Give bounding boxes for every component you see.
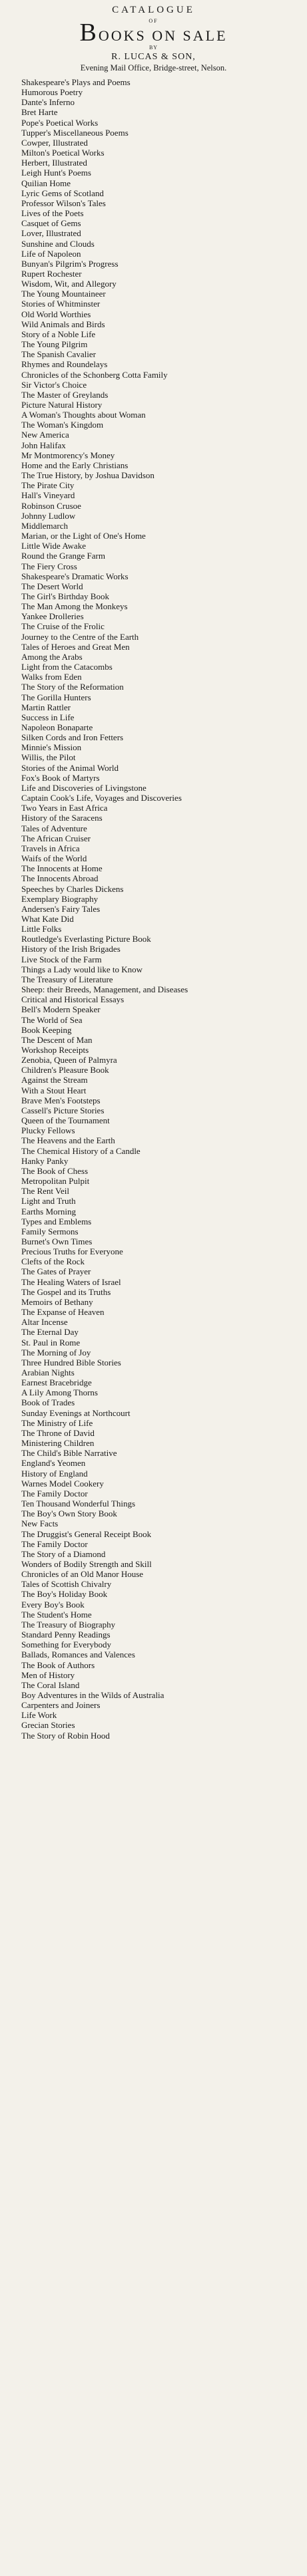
book-title: Things a Lady would like to Know <box>21 964 143 974</box>
book-title: Travels in Africa <box>21 843 80 853</box>
book-title: The Man Among the Monkeys <box>21 601 128 612</box>
book-title: Burnet's Own Times <box>21 1236 93 1246</box>
book-title: A Woman's Thoughts about Woman <box>21 410 146 420</box>
book-title: Ballads, Romances and Valences <box>21 1649 135 1660</box>
book-title: Family Sermons <box>21 1226 79 1236</box>
book-title: Critical and Historical Essays <box>21 994 125 1005</box>
book-title: The Druggist's General Receipt Book <box>21 1528 152 1539</box>
book-title: Warnes Model Cookery <box>21 1478 104 1489</box>
book-title: The Master of Greylands <box>21 389 109 400</box>
book-title: The Rent Veil <box>21 1186 69 1197</box>
book-title: Book of Trades <box>21 1397 75 1408</box>
book-title: Exemplary Biography <box>21 893 99 904</box>
book-title: The Gates of Prayer <box>21 1266 91 1277</box>
book-title: Old World Worthies <box>21 309 91 319</box>
book-title: Clefts of the Rock <box>21 1256 85 1267</box>
book-title: Against the Stream <box>21 1075 88 1085</box>
book-title: Metropolitan Pulpit <box>21 1176 90 1187</box>
book-title: The Student's Home <box>21 1609 92 1620</box>
book-title: Lyric Gems of Scotland <box>21 188 104 198</box>
book-title: Fox's Book of Martyrs <box>21 772 100 783</box>
book-title: The Cruise of the Frolic <box>21 621 105 632</box>
book-title: The Woman's Kingdom <box>21 420 104 430</box>
book-title: The Young Mountaineer <box>21 289 106 299</box>
book-title: Silken Cords and Iron Fetters <box>21 732 124 743</box>
book-title: Mr Montmorency's Money <box>21 450 115 460</box>
book-title: The Innocents Abroad <box>21 873 99 884</box>
book-title: The Expanse of Heaven <box>21 1307 105 1318</box>
book-title: Middlemarch <box>21 520 69 531</box>
book-title: The Family Doctor <box>21 1538 88 1549</box>
book-title: The Heavens and the Earth <box>21 1135 115 1146</box>
book-title: History of the Saracens <box>21 813 103 823</box>
book-title: The Gospel and its Truths <box>21 1286 111 1297</box>
book-title: Memoirs of Bethany <box>21 1296 93 1307</box>
books-on-sale-rest: OOKS ON SALE <box>98 27 228 44</box>
book-title: Hall's Vineyard <box>21 490 75 501</box>
book-title: Humorous Poetry <box>21 87 83 98</box>
book-title: The Healing Waters of Israel <box>21 1276 121 1287</box>
book-title: History of England <box>21 1468 88 1479</box>
book-title: The Boy's Own Story Book <box>21 1508 117 1519</box>
book-title: Altar Incense <box>21 1317 68 1328</box>
book-title: Stories of the Animal World <box>21 762 119 773</box>
book-title: John Halifax <box>21 440 66 450</box>
book-title: Willis, the Pilot <box>21 752 76 763</box>
book-title: Andersen's Fairy Tales <box>21 903 101 914</box>
book-list <box>5 77 302 1741</box>
book-title: Cowper, Illustrated <box>21 137 88 148</box>
book-title: New Facts <box>21 1518 59 1529</box>
book-title: England's Yeomen <box>21 1458 86 1469</box>
book-title: The Chemical History of a Candle <box>21 1145 141 1156</box>
book-title: Every Boy's Book <box>21 1599 85 1610</box>
book-title: Professor Wilson's Tales <box>21 198 106 208</box>
book-title: Queen of the Tournament <box>21 1115 110 1126</box>
book-title: Precious Truths for Everyone <box>21 1246 123 1257</box>
book-title: Success in Life <box>21 712 75 722</box>
book-title: Ten Thousand Wonderful Things <box>21 1499 135 1509</box>
book-title: Carpenters and Joiners <box>21 1700 101 1711</box>
book-title: Sunshine and Clouds <box>21 238 95 249</box>
book-title: Wild Animals and Birds <box>21 319 105 329</box>
book-title: Leigh Hunt's Poems <box>21 168 91 178</box>
book-title: The Eternal Day <box>21 1327 79 1338</box>
book-title: Herbert, Illustrated <box>21 158 87 168</box>
book-title: Shakespeare's Plays and Poems <box>21 77 131 87</box>
book-title: The Child's Bible Narrative <box>21 1448 117 1459</box>
book-title: Yankee Drolleries <box>21 611 84 622</box>
book-title: The Morning of Joy <box>21 1347 91 1358</box>
book-title: The Ministry of Life <box>21 1417 93 1428</box>
book-title: Bell's Modern Speaker <box>21 1004 101 1015</box>
book-title: Casquet of Gems <box>21 218 81 229</box>
book-title: Little Wide Awake <box>21 541 86 551</box>
book-title: Napoleon Bonaparte <box>21 722 93 732</box>
book-title: Standard Penny Readings <box>21 1630 111 1640</box>
firm-address: Evening Mail Office, Bridge-street, Nelson. <box>80 63 227 72</box>
book-title: Live Stock of the Farm <box>21 954 102 964</box>
book-title: The African Cruiser <box>21 833 91 843</box>
book-title: Grecian Stories <box>21 1720 75 1731</box>
book-title: Life Work <box>21 1710 57 1721</box>
book-title: Hanky Panky <box>21 1155 69 1166</box>
book-title: Rupert Rochester <box>21 268 82 279</box>
book-title: Light and Truth <box>21 1196 76 1207</box>
book-title: Among the Arabs <box>21 651 83 662</box>
book-title: The Young Pilgrim <box>21 339 88 350</box>
book-title: Light from the Catacombs <box>21 662 113 672</box>
masthead <box>5 4 302 73</box>
book-title: Sheep: their Breeds, Management, and Diseases <box>21 984 188 995</box>
book-title: Three Hundred Bible Stories <box>21 1357 121 1367</box>
book-title: Zenobia, Queen of Palmyra <box>21 1055 117 1066</box>
book-title: Cassell's Picture Stories <box>21 1105 105 1115</box>
book-title: History of the Irish Brigades <box>21 944 121 954</box>
book-title: The Gorilla Hunters <box>21 692 91 702</box>
book-title: Routledge's Everlasting Picture Book <box>21 934 151 944</box>
book-title: Bret Harte <box>21 107 58 118</box>
book-title: Speeches by Charles Dickens <box>21 883 124 894</box>
book-title: Tales of Heroes and Great Men <box>21 641 130 652</box>
book-title: St. Paul in Rome <box>21 1337 81 1348</box>
book-title: Something for Everybody <box>21 1640 112 1650</box>
book-title: Arabian Nights <box>21 1367 75 1377</box>
book-title: The Family Doctor <box>21 1488 88 1499</box>
book-title: The Pirate City <box>21 480 75 491</box>
book-title: Boy Adventures in the Wilds of Australia <box>21 1690 164 1700</box>
book-title: Tales of Adventure <box>21 823 87 833</box>
book-title: New America <box>21 430 69 440</box>
book-title: Two Years in East Africa <box>21 803 108 813</box>
book-title: The Descent of Man <box>21 1034 93 1045</box>
firm-name: R. LUCAS & SON, <box>111 52 196 62</box>
book-title: With a Stout Heart <box>21 1085 87 1095</box>
book-title: Types and Emblems <box>21 1216 92 1226</box>
book-title: Wonders of Bodily Strength and Skill <box>21 1558 152 1569</box>
book-title: Round the Grange Farm <box>21 551 106 561</box>
book-title: Chronicles of an Old Manor House <box>21 1569 144 1580</box>
book-title: Captain Cook's Life, Voyages and Discoveries <box>21 793 182 803</box>
book-title: Plucky Fellows <box>21 1125 75 1136</box>
book-title: Little Folks <box>21 924 62 934</box>
book-title: Robinson Crusoe <box>21 500 81 511</box>
book-title: The Spanish Cavalier <box>21 349 96 360</box>
book-title: Wisdom, Wit, and Allegory <box>21 279 117 289</box>
book-title: Minnie's Mission <box>21 742 82 753</box>
book-title: The World of Sea <box>21 1014 83 1025</box>
book-title: Chronicles of the Schonberg Cotta Family <box>21 369 168 380</box>
book-title: The Coral Island <box>21 1679 80 1690</box>
book-title: Lover, Illustrated <box>21 228 81 239</box>
book-title: Picture Natural History <box>21 400 103 410</box>
book-title: Dante's Inferno <box>21 97 75 108</box>
book-title: Book Keeping <box>21 1024 72 1035</box>
books-initial: B <box>79 19 99 47</box>
book-title: Workshop Receipts <box>21 1045 89 1055</box>
by-line: BY <box>149 45 158 51</box>
catalogue-title: CATALOGUE <box>112 5 195 15</box>
book-title: Ministering Children <box>21 1438 95 1449</box>
book-title: Quilian Home <box>21 178 71 188</box>
book-title: Martin Rattler <box>21 702 71 712</box>
book-title: The Girl's Birthday Book <box>21 591 109 601</box>
of-line: OF <box>149 18 158 24</box>
book-title: Men of History <box>21 1669 75 1680</box>
book-title: The Treasury of Literature <box>21 974 113 984</box>
book-title: Earths Morning <box>21 1206 76 1216</box>
book-title: Children's Pleasure Book <box>21 1065 109 1075</box>
book-title: Johnny Ludlow <box>21 510 76 521</box>
book-title: Waifs of the World <box>21 853 87 864</box>
book-title: The Story of the Reformation <box>21 682 124 692</box>
book-title: Shakespeare's Dramatic Works <box>21 571 129 581</box>
book-title: The Treasury of Biography <box>21 1619 116 1630</box>
book-title: Milton's Poetical Works <box>21 148 105 158</box>
book-title: Pope's Poetical Works <box>21 117 99 128</box>
book-title: A Lily Among Thorns <box>21 1387 98 1398</box>
book-title: Life and Discoveries of Livingstone <box>21 782 147 793</box>
book-title: What Kate Did <box>21 913 74 924</box>
book-title: Life of Napoleon <box>21 248 81 259</box>
book-title: Story of a Noble Life <box>21 329 96 339</box>
book-title: Rhymes and Roundelays <box>21 359 108 370</box>
book-title: Lives of the Poets <box>21 208 84 219</box>
book-title: Walks from Eden <box>21 672 82 682</box>
book-title: The Desert World <box>21 581 83 591</box>
book-title: Bunyan's Pilgrim's Progress <box>21 258 119 269</box>
book-title: Tales of Scottish Chivalry <box>21 1579 112 1590</box>
book-title: Sunday Evenings at Northcourt <box>21 1407 131 1418</box>
book-title: Journey to the Centre of the Earth <box>21 631 139 642</box>
book-title: Home and the Early Christians <box>21 460 129 470</box>
book-title: The Innocents at Home <box>21 863 103 874</box>
book-title: The Book of Chess <box>21 1165 89 1176</box>
book-title: The True History, by Joshua Davidson <box>21 470 154 481</box>
book-title: Marian, or the Light of One's Home <box>21 531 146 541</box>
book-title: Stories of Whitminster <box>21 299 101 309</box>
book-title: The Story of Robin Hood <box>21 1730 110 1741</box>
book-title: The Fiery Cross <box>21 561 77 571</box>
book-title: Brave Men's Footsteps <box>21 1095 101 1105</box>
book-title: Tupper's Miscellaneous Poems <box>21 127 129 138</box>
book-title: Earnest Bracebridge <box>21 1377 92 1388</box>
book-title: The Boy's Holiday Book <box>21 1589 108 1600</box>
book-title: The Book of Authors <box>21 1659 95 1670</box>
book-title: The Story of a Diamond <box>21 1548 106 1559</box>
book-title: Sir Victor's Choice <box>21 379 87 390</box>
book-title: The Throne of David <box>21 1427 95 1438</box>
